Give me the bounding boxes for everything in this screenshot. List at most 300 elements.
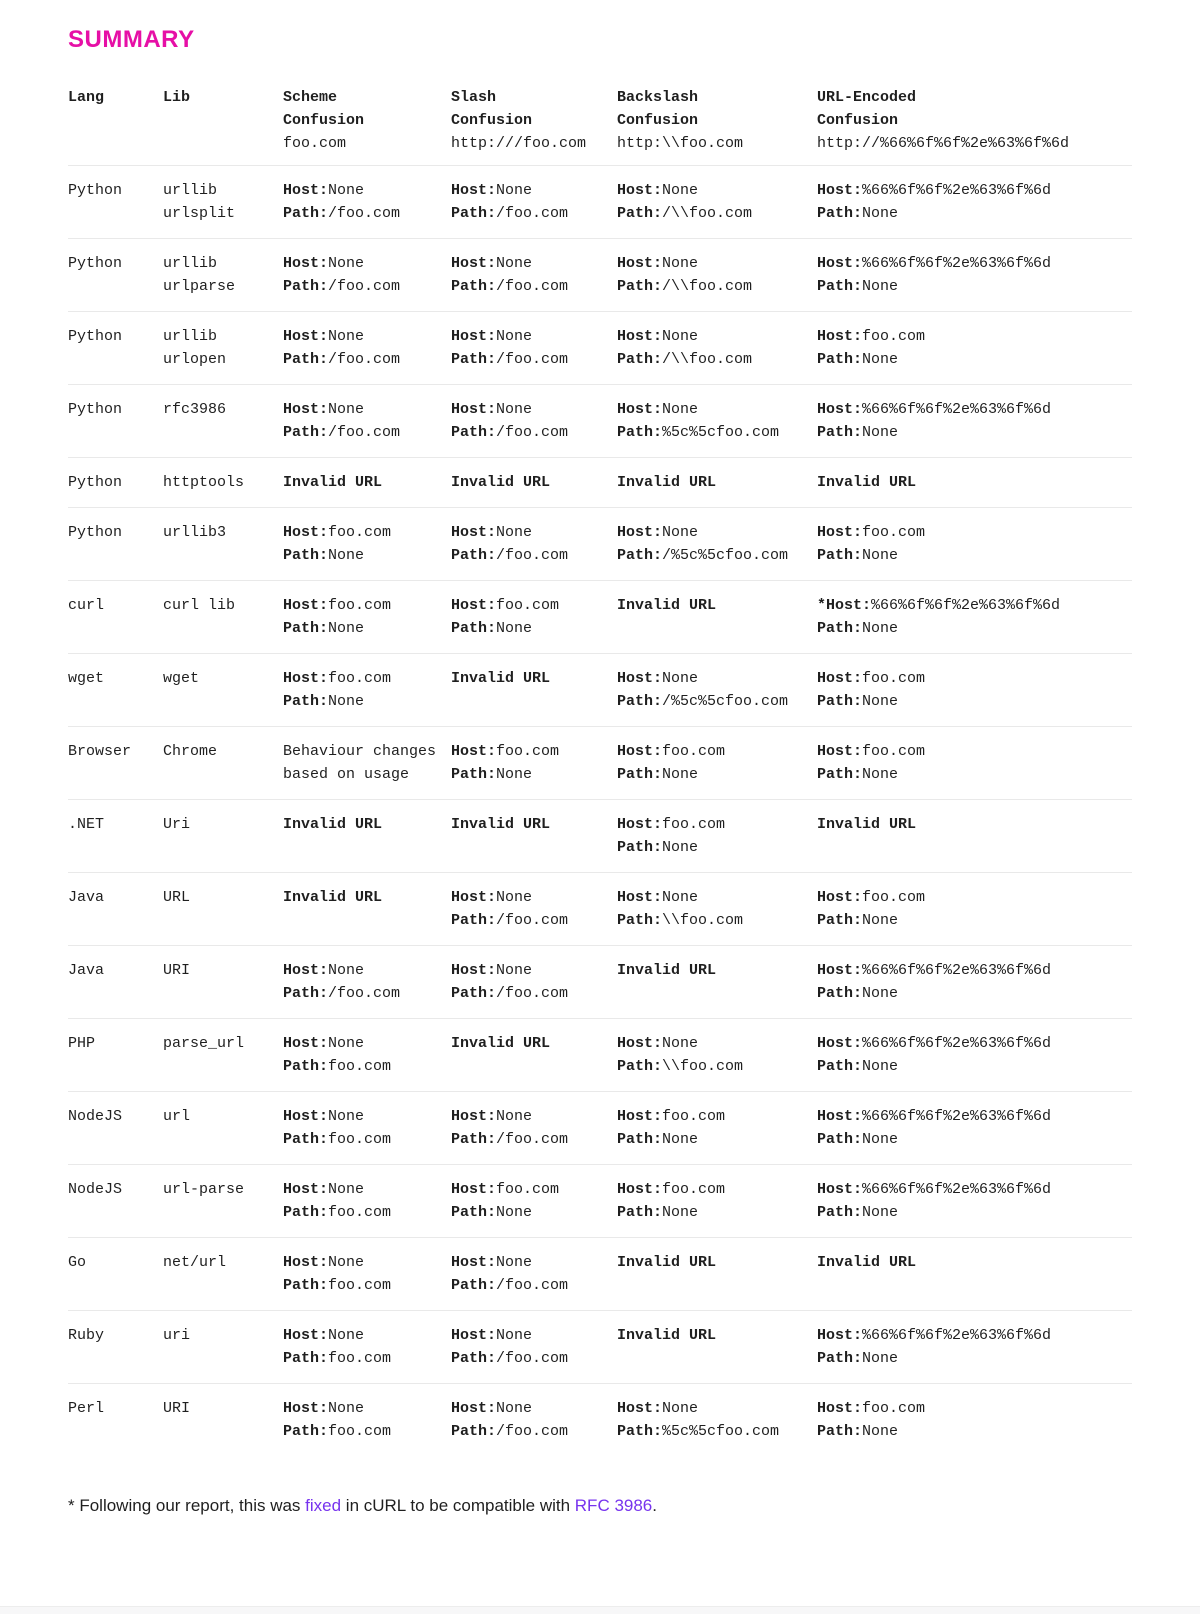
host-label: Host:	[283, 401, 329, 418]
path-label: Path:	[451, 1277, 497, 1294]
backslash-confusion-cell	[617, 1238, 817, 1311]
row-wget-wget	[68, 654, 1132, 727]
col-header-lang	[68, 86, 163, 166]
host-label: Host:	[617, 1181, 663, 1198]
invalid-url-label: Invalid URL	[817, 474, 917, 491]
path-label: Path:	[617, 693, 663, 710]
row-python-urllib-urlsplit	[68, 166, 1132, 239]
url-encoded-confusion-cell	[817, 1019, 1132, 1092]
lang-cell: Browser	[68, 743, 132, 760]
col-sample-url: http://%66%6f%6f%2e%63%6f%6d	[817, 135, 1070, 152]
host-value: None	[496, 401, 533, 418]
scheme-confusion-cell	[283, 166, 451, 239]
backslash-confusion-cell	[617, 581, 817, 654]
scheme-confusion-cell	[283, 239, 451, 312]
path-label: Path:	[451, 620, 497, 637]
slash-confusion-cell	[451, 1165, 617, 1238]
host-label: Host:	[283, 182, 329, 199]
host-value: None	[662, 328, 699, 345]
host-label: Host:	[817, 328, 863, 345]
backslash-confusion-cell	[617, 239, 817, 312]
host-label: Host:	[617, 816, 663, 833]
host-value: None	[328, 255, 365, 272]
lang-cell: Java	[68, 962, 105, 979]
backslash-confusion-cell	[617, 1092, 817, 1165]
col-header-slash-confusion	[451, 86, 617, 166]
footnote	[68, 1496, 1132, 1516]
host-value: None	[496, 1400, 533, 1417]
url-encoded-confusion-cell	[817, 1238, 1132, 1311]
path-value: None	[862, 424, 899, 441]
host-label: Host:	[283, 597, 329, 614]
lib-cell	[163, 385, 283, 458]
invalid-url-label: Invalid URL	[617, 1327, 717, 1344]
path-label: Path:	[283, 278, 329, 295]
path-label: Path:	[817, 1131, 863, 1148]
slash-confusion-cell	[451, 166, 617, 239]
lib-line: urllib	[163, 255, 218, 272]
lib-cell	[163, 654, 283, 727]
path-label: Path:	[817, 1058, 863, 1075]
path-label: Path:	[817, 351, 863, 368]
slash-confusion-cell	[451, 1238, 617, 1311]
row-python-rfc3986	[68, 385, 1132, 458]
path-label: Path:	[617, 547, 663, 564]
path-value: foo.com	[328, 1277, 392, 1294]
col-title-line: Confusion	[283, 112, 365, 129]
path-label: Path:	[451, 547, 497, 564]
host-label: Host:	[617, 670, 663, 687]
host-label: Host:	[817, 1181, 863, 1198]
host-label: Host:	[451, 1400, 497, 1417]
backslash-confusion-cell	[617, 166, 817, 239]
path-label: Path:	[451, 1423, 497, 1440]
host-label: Host:	[451, 743, 497, 760]
path-label: Path:	[817, 985, 863, 1002]
lang-cell: Go	[68, 1254, 87, 1271]
slash-confusion-cell	[451, 1019, 617, 1092]
host-label: Host:	[817, 401, 863, 418]
path-value: None	[328, 547, 365, 564]
lib-line: curl lib	[163, 597, 236, 614]
slash-confusion-cell	[451, 946, 617, 1019]
path-label: Path:	[283, 620, 329, 637]
path-value: /foo.com	[328, 985, 401, 1002]
scheme-confusion-cell	[283, 1384, 451, 1457]
row-python-urllib-urlparse	[68, 239, 1132, 312]
path-value: /foo.com	[496, 278, 569, 295]
host-value: None	[328, 1400, 365, 1417]
path-value: /\\foo.com	[662, 351, 753, 368]
lang-cell: Python	[68, 474, 123, 491]
lib-cell	[163, 458, 283, 508]
path-value: /foo.com	[496, 351, 569, 368]
path-label: Path:	[451, 912, 497, 929]
row-nodejs-url-parse	[68, 1165, 1132, 1238]
host-label: Host:	[451, 182, 497, 199]
backslash-confusion-cell	[617, 458, 817, 508]
lib-cell	[163, 873, 283, 946]
slash-confusion-cell	[451, 1092, 617, 1165]
path-label: Path:	[817, 912, 863, 929]
backslash-confusion-cell	[617, 946, 817, 1019]
path-label: Path:	[817, 1204, 863, 1221]
row-python-urllib-urlopen	[68, 312, 1132, 385]
slash-confusion-cell	[451, 239, 617, 312]
host-value: %66%6f%6f%2e%63%6f%6d	[862, 1108, 1052, 1125]
host-value: foo.com	[662, 1108, 726, 1125]
host-label: Host:	[283, 1108, 329, 1125]
url-encoded-confusion-cell	[817, 800, 1132, 873]
path-value: /foo.com	[496, 1423, 569, 1440]
host-value: None	[328, 1327, 365, 1344]
col-title-line: Lang	[68, 89, 105, 106]
host-value: foo.com	[496, 743, 560, 760]
scheme-confusion-cell	[283, 654, 451, 727]
backslash-confusion-cell	[617, 508, 817, 581]
scheme-confusion-cell	[283, 873, 451, 946]
lib-cell	[163, 581, 283, 654]
row-browser-chrome	[68, 727, 1132, 800]
lang-cell: Python	[68, 255, 123, 272]
path-label: Path:	[283, 985, 329, 1002]
path-label: Path:	[817, 547, 863, 564]
host-value: %66%6f%6f%2e%63%6f%6d	[862, 1327, 1052, 1344]
path-value: /foo.com	[328, 351, 401, 368]
path-value: /foo.com	[328, 424, 401, 441]
invalid-url-label: Invalid URL	[617, 962, 717, 979]
lang-cell: Java	[68, 889, 105, 906]
path-label: Path:	[283, 1131, 329, 1148]
slash-confusion-cell	[451, 727, 617, 800]
lib-line: net/url	[163, 1254, 227, 1271]
lib-line: Uri	[163, 816, 191, 833]
lib-cell	[163, 508, 283, 581]
path-label: Path:	[617, 839, 663, 856]
lib-line: rfc3986	[163, 401, 227, 418]
url-encoded-confusion-cell	[817, 166, 1132, 239]
host-label: Host:	[451, 962, 497, 979]
path-label: Path:	[617, 278, 663, 295]
slash-confusion-cell	[451, 654, 617, 727]
path-label: Path:	[617, 1058, 663, 1075]
row-python-httptools	[68, 458, 1132, 508]
host-value: None	[328, 962, 365, 979]
path-label: Path:	[451, 351, 497, 368]
path-value: /foo.com	[496, 1131, 569, 1148]
invalid-url-label: Invalid URL	[617, 597, 717, 614]
backslash-confusion-cell	[617, 1384, 817, 1457]
host-label: Host:	[283, 524, 329, 541]
path-value: None	[496, 620, 533, 637]
lib-cell	[163, 1165, 283, 1238]
host-value: foo.com	[662, 816, 726, 833]
footnote-text: * Following our report, this was	[68, 1496, 306, 1515]
lang-cell: NodeJS	[68, 1181, 123, 1198]
scheme-confusion-cell	[283, 1019, 451, 1092]
col-header-lib	[163, 86, 283, 166]
lib-cell	[163, 239, 283, 312]
path-label: Path:	[283, 1058, 329, 1075]
scheme-confusion-cell	[283, 1311, 451, 1384]
slash-confusion-cell	[451, 458, 617, 508]
path-value: \\foo.com	[662, 1058, 744, 1075]
row-java-uri	[68, 946, 1132, 1019]
col-header-backslash-confusion	[617, 86, 817, 166]
col-title-line: Confusion	[617, 112, 699, 129]
path-value: /foo.com	[496, 424, 569, 441]
host-label: Host:	[817, 1035, 863, 1052]
path-label: Path:	[283, 693, 329, 710]
path-value: None	[496, 1204, 533, 1221]
backslash-confusion-cell	[617, 800, 817, 873]
row-go-net-url	[68, 1238, 1132, 1311]
host-value: None	[662, 182, 699, 199]
invalid-url-label: Invalid URL	[283, 816, 383, 833]
path-value: /%5c%5cfoo.com	[662, 693, 789, 710]
invalid-url-label: Invalid URL	[817, 1254, 917, 1271]
lang-cell: Python	[68, 524, 123, 541]
host-label: Host:	[817, 962, 863, 979]
host-label: Host:	[283, 670, 329, 687]
path-label: Path:	[451, 205, 497, 222]
host-label: Host:	[617, 1400, 663, 1417]
path-value: \\foo.com	[662, 912, 744, 929]
host-label: Host:	[451, 524, 497, 541]
slash-confusion-cell	[451, 508, 617, 581]
host-label: Host:	[451, 597, 497, 614]
path-value: None	[862, 351, 899, 368]
host-label: Host:	[617, 889, 663, 906]
col-sample-url: foo.com	[283, 135, 347, 152]
host-value: None	[662, 255, 699, 272]
lib-cell	[163, 1238, 283, 1311]
host-value: foo.com	[862, 670, 926, 687]
host-label: Host:	[283, 1181, 329, 1198]
url-encoded-confusion-cell	[817, 581, 1132, 654]
host-value: None	[328, 1035, 365, 1052]
slash-confusion-cell	[451, 1384, 617, 1457]
path-label: Path:	[617, 1204, 663, 1221]
footnote-text: in cURL to be compatible with	[341, 1496, 575, 1515]
lang-cell: curl	[68, 597, 105, 614]
host-value: None	[496, 962, 533, 979]
scheme-confusion-cell	[283, 1092, 451, 1165]
path-value: /%5c%5cfoo.com	[662, 547, 789, 564]
path-value: None	[862, 1131, 899, 1148]
host-label: Host:	[817, 889, 863, 906]
url-encoded-confusion-cell	[817, 385, 1132, 458]
path-value: None	[496, 766, 533, 783]
col-title-line: Confusion	[817, 112, 899, 129]
path-value: foo.com	[328, 1131, 392, 1148]
host-value: None	[328, 401, 365, 418]
path-value: None	[862, 1423, 899, 1440]
path-label: Path:	[817, 1350, 863, 1367]
path-value: /foo.com	[496, 205, 569, 222]
slash-confusion-cell	[451, 800, 617, 873]
header-row	[68, 86, 1132, 166]
path-label: Path:	[451, 1131, 497, 1148]
invalid-url-label: Invalid URL	[283, 889, 383, 906]
path-label: Path:	[617, 351, 663, 368]
host-value: %66%6f%6f%2e%63%6f%6d	[862, 962, 1052, 979]
scheme-confusion-cell	[283, 1238, 451, 1311]
path-value: None	[862, 278, 899, 295]
path-value: None	[862, 620, 899, 637]
col-title-line: URL-Encoded	[817, 89, 917, 106]
row-ruby-uri	[68, 1311, 1132, 1384]
path-value: foo.com	[328, 1204, 392, 1221]
host-value: foo.com	[862, 1400, 926, 1417]
path-label: Path:	[283, 351, 329, 368]
path-value: foo.com	[328, 1423, 392, 1440]
host-value: foo.com	[328, 670, 392, 687]
path-value: None	[662, 1131, 699, 1148]
lang-cell: wget	[68, 670, 105, 687]
host-value: None	[662, 401, 699, 418]
host-label: Host:	[283, 255, 329, 272]
url-encoded-confusion-cell	[817, 1165, 1132, 1238]
host-value: None	[328, 182, 365, 199]
backslash-confusion-cell	[617, 873, 817, 946]
lang-cell: Python	[68, 328, 123, 345]
lib-cell	[163, 1311, 283, 1384]
summary-table	[68, 86, 1132, 1456]
path-label: Path:	[283, 1204, 329, 1221]
host-label: Host:	[283, 962, 329, 979]
path-label: Path:	[283, 1350, 329, 1367]
invalid-url-label: Invalid URL	[451, 1035, 551, 1052]
col-sample-url: http:\\foo.com	[617, 135, 744, 152]
lib-line: urllib	[163, 328, 218, 345]
host-label: Host:	[617, 182, 663, 199]
path-label: Path:	[617, 766, 663, 783]
host-label: Host:	[617, 1035, 663, 1052]
path-value: None	[328, 693, 365, 710]
row-nodejs-url	[68, 1092, 1132, 1165]
host-value: None	[496, 182, 533, 199]
path-label: Path:	[451, 766, 497, 783]
path-value: None	[862, 985, 899, 1002]
lib-line: Chrome	[163, 743, 218, 760]
host-value: None	[662, 889, 699, 906]
col-title-line: Confusion	[451, 112, 533, 129]
footnote-text: .	[652, 1496, 657, 1515]
lib-line: urllib	[163, 182, 218, 199]
path-label: Path:	[817, 693, 863, 710]
lang-cell: .NET	[68, 816, 105, 833]
backslash-confusion-cell	[617, 727, 817, 800]
col-sample-url: http:///foo.com	[451, 135, 587, 152]
url-encoded-confusion-cell	[817, 1311, 1132, 1384]
url-encoded-confusion-cell	[817, 239, 1132, 312]
host-label: Host:	[283, 1400, 329, 1417]
backslash-confusion-cell	[617, 385, 817, 458]
backslash-confusion-cell	[617, 654, 817, 727]
host-label: Host:	[451, 889, 497, 906]
host-label: Host:	[617, 401, 663, 418]
host-value: None	[662, 1035, 699, 1052]
lang-cell: Python	[68, 182, 123, 199]
path-value: None	[662, 1204, 699, 1221]
slash-confusion-cell	[451, 581, 617, 654]
lang-cell: NodeJS	[68, 1108, 123, 1125]
path-label: Path:	[617, 1423, 663, 1440]
path-label: Path:	[617, 912, 663, 929]
lib-line: urlsplit	[163, 205, 236, 222]
slash-confusion-cell	[451, 1311, 617, 1384]
lib-line: url-parse	[163, 1181, 245, 1198]
row-java-url	[68, 873, 1132, 946]
path-value: None	[862, 693, 899, 710]
host-value: None	[662, 1400, 699, 1417]
host-value: foo.com	[662, 1181, 726, 1198]
host-value: None	[328, 328, 365, 345]
host-label: Host:	[817, 182, 863, 199]
lib-line: URI	[163, 962, 191, 979]
lib-cell	[163, 166, 283, 239]
path-label: Path:	[817, 620, 863, 637]
host-label: Host:	[451, 1108, 497, 1125]
scheme-confusion-cell	[283, 312, 451, 385]
host-label: Host:	[617, 1108, 663, 1125]
slash-confusion-cell	[451, 312, 617, 385]
invalid-url-label: Invalid URL	[283, 474, 383, 491]
rfc-3986-link[interactable]: RFC 3986	[574, 1496, 653, 1515]
invalid-url-label: Invalid URL	[451, 474, 551, 491]
host-value: foo.com	[862, 889, 926, 906]
host-value: None	[328, 1254, 365, 1271]
lib-cell	[163, 946, 283, 1019]
host-value: %66%6f%6f%2e%63%6f%6d	[862, 1035, 1052, 1052]
slash-confusion-cell	[451, 385, 617, 458]
host-value: %66%6f%6f%2e%63%6f%6d	[862, 1181, 1052, 1198]
host-label: Host:	[617, 524, 663, 541]
path-label: Path:	[617, 1131, 663, 1148]
host-label: Host:	[451, 1327, 497, 1344]
invalid-url-label: Invalid URL	[451, 670, 551, 687]
row-perl-uri	[68, 1384, 1132, 1457]
lib-line: url	[163, 1108, 191, 1125]
host-label: Host:	[817, 1400, 863, 1417]
host-value: None	[496, 1327, 533, 1344]
url-encoded-confusion-cell	[817, 946, 1132, 1019]
host-label: Host:	[283, 1035, 329, 1052]
path-label: Path:	[451, 985, 497, 1002]
host-label: Host:	[451, 1181, 497, 1198]
lang-cell: Perl	[68, 1400, 105, 1417]
path-label: Path:	[617, 424, 663, 441]
host-label: Host:	[451, 401, 497, 418]
row-dotnet-uri	[68, 800, 1132, 873]
fixed-link[interactable]: fixed	[305, 1496, 342, 1515]
backslash-confusion-cell	[617, 1311, 817, 1384]
lang-cell: PHP	[68, 1035, 96, 1052]
host-label: Host:	[817, 255, 863, 272]
path-value: None	[862, 1058, 899, 1075]
host-label: Host:	[283, 1327, 329, 1344]
host-label: Host:	[817, 1108, 863, 1125]
lib-line: urlopen	[163, 351, 227, 368]
host-value: %66%6f%6f%2e%63%6f%6d	[862, 255, 1052, 272]
path-value: None	[862, 766, 899, 783]
path-value: foo.com	[328, 1058, 392, 1075]
host-value: foo.com	[328, 524, 392, 541]
url-encoded-confusion-cell	[817, 1092, 1132, 1165]
host-value: %66%6f%6f%2e%63%6f%6d	[862, 401, 1052, 418]
host-label: Host:	[617, 743, 663, 760]
